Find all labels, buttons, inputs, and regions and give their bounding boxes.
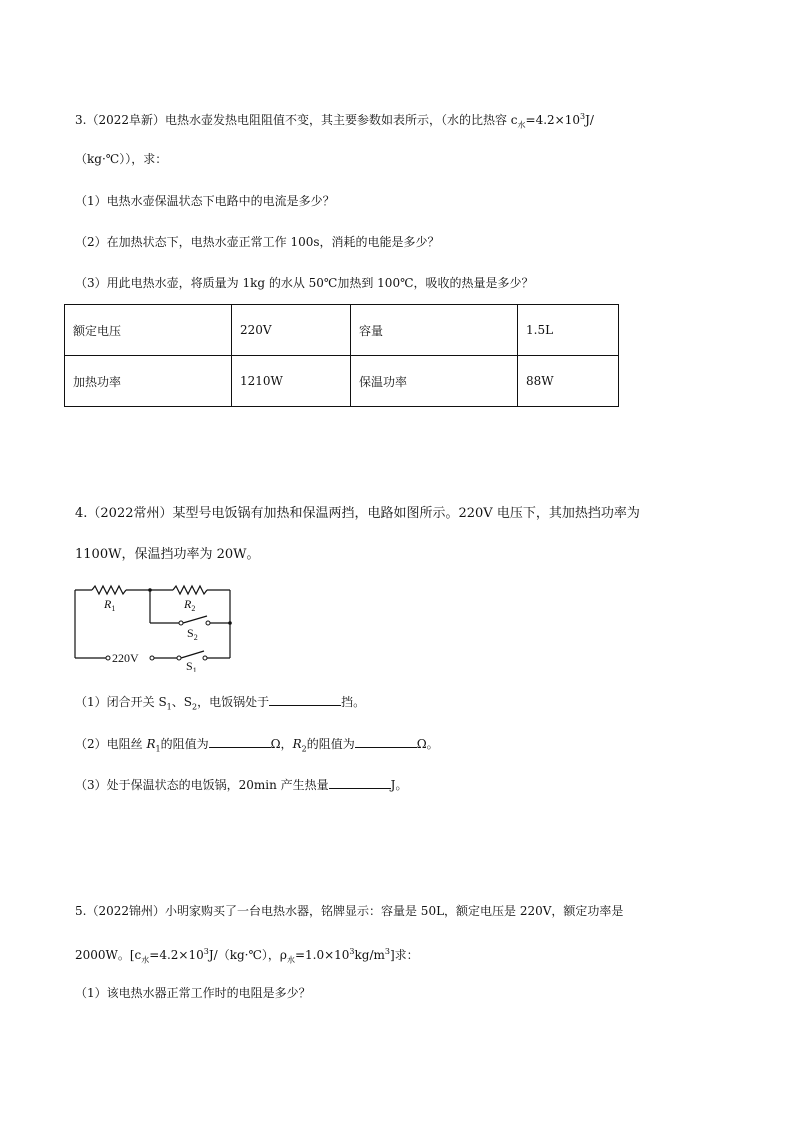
label-r2: $R_2$ <box>184 597 196 613</box>
table-cell: 88W <box>518 356 619 407</box>
switch-s1-blade <box>181 651 204 658</box>
label-r1: $R_1$ <box>104 597 116 613</box>
table-cell: 1210W <box>232 356 351 407</box>
table-cell: 加热功率 <box>65 356 232 407</box>
label-s2: $S_2$ <box>187 626 198 642</box>
table-cell: 1.5L <box>518 305 619 356</box>
q3-stem-line1: 3.（2022阜新）电热水壶发热电阻阻值不变，其主要参数如表所示，（水的比热容 $c_水=4.2\times 10^3J/$ <box>75 112 594 130</box>
table-cell: 额定电压 <box>65 305 232 356</box>
q5-stem-line1: 5.（2022锦州）小明家购买了一台电热水器，铭牌显示：容量是 50L，额定电压是 220V，额定功率是 <box>75 904 624 918</box>
label-s1: $S_1$ <box>186 659 197 672</box>
table-cell: 容量 <box>351 305 518 356</box>
table-row <box>65 356 619 407</box>
switch-contact <box>179 621 183 625</box>
resistor-r2 <box>173 586 207 594</box>
terminal <box>106 656 110 660</box>
answer-blank[interactable] <box>209 737 271 748</box>
terminal <box>150 656 154 660</box>
q4-subquestion-3: （3）处于保温状态的电饭锅，20min 产生热量 J。 <box>75 778 408 792</box>
answer-blank[interactable] <box>329 778 391 789</box>
q3-parameter-table <box>64 304 619 407</box>
q3-stem-line2: （kg·℃）），求： <box>75 152 168 166</box>
q4-subquestion-1: （1）闭合开关 $S_1$、$S_2$，电饭锅处于 挡。 <box>75 695 366 712</box>
q3-subquestion-3: （3）用此电热水壶，将质量为 1kg 的水从 50℃加热到 100℃，吸收的热量是多少？ <box>75 276 534 290</box>
table-cell: 保温功率 <box>351 356 518 407</box>
junction-dot <box>148 588 152 592</box>
switch-s2-blade <box>183 616 207 623</box>
q4-subquestion-2: （2）电阻丝 $R_1$的阻值为 Ω，$R_2$的阻值为 Ω。 <box>75 737 439 754</box>
q3-subquestion-1: （1）电热水壶保温状态下电路中的电流是多少？ <box>75 194 335 208</box>
junction-dot <box>228 621 232 625</box>
switch-contact <box>203 656 207 660</box>
label-voltage-source: 220V <box>112 651 139 665</box>
q4-stem-line2: 1100W，保温挡功率为 20W。 <box>75 547 260 562</box>
table-cell: 220V <box>232 305 351 356</box>
switch-contact <box>206 621 210 625</box>
resistor-r1 <box>92 586 126 594</box>
q4-stem-line1: 4.（2022常州）某型号电饭锅有加热和保温两挡，电路如图所示。220V 电压下，其加热挡功率为 <box>75 506 640 521</box>
q4-circuit-diagram <box>70 580 240 672</box>
switch-contact <box>177 656 181 660</box>
q5-stem-line2: 2000W。[$c_水=4.2\times 10^3J/(kg\cdot℃)$，$\rho_水=1.0\times 10^3kg/m^3$]求： <box>75 947 419 965</box>
q5-subquestion-1: （1）该电热水器正常工作时的电阻是多少？ <box>75 986 311 1000</box>
answer-blank[interactable] <box>355 737 417 748</box>
q3-subquestion-2: （2）在加热状态下，电热水壶正常工作 100s，消耗的电能是多少？ <box>75 235 440 249</box>
table-row <box>65 305 619 356</box>
answer-blank[interactable] <box>269 695 341 706</box>
